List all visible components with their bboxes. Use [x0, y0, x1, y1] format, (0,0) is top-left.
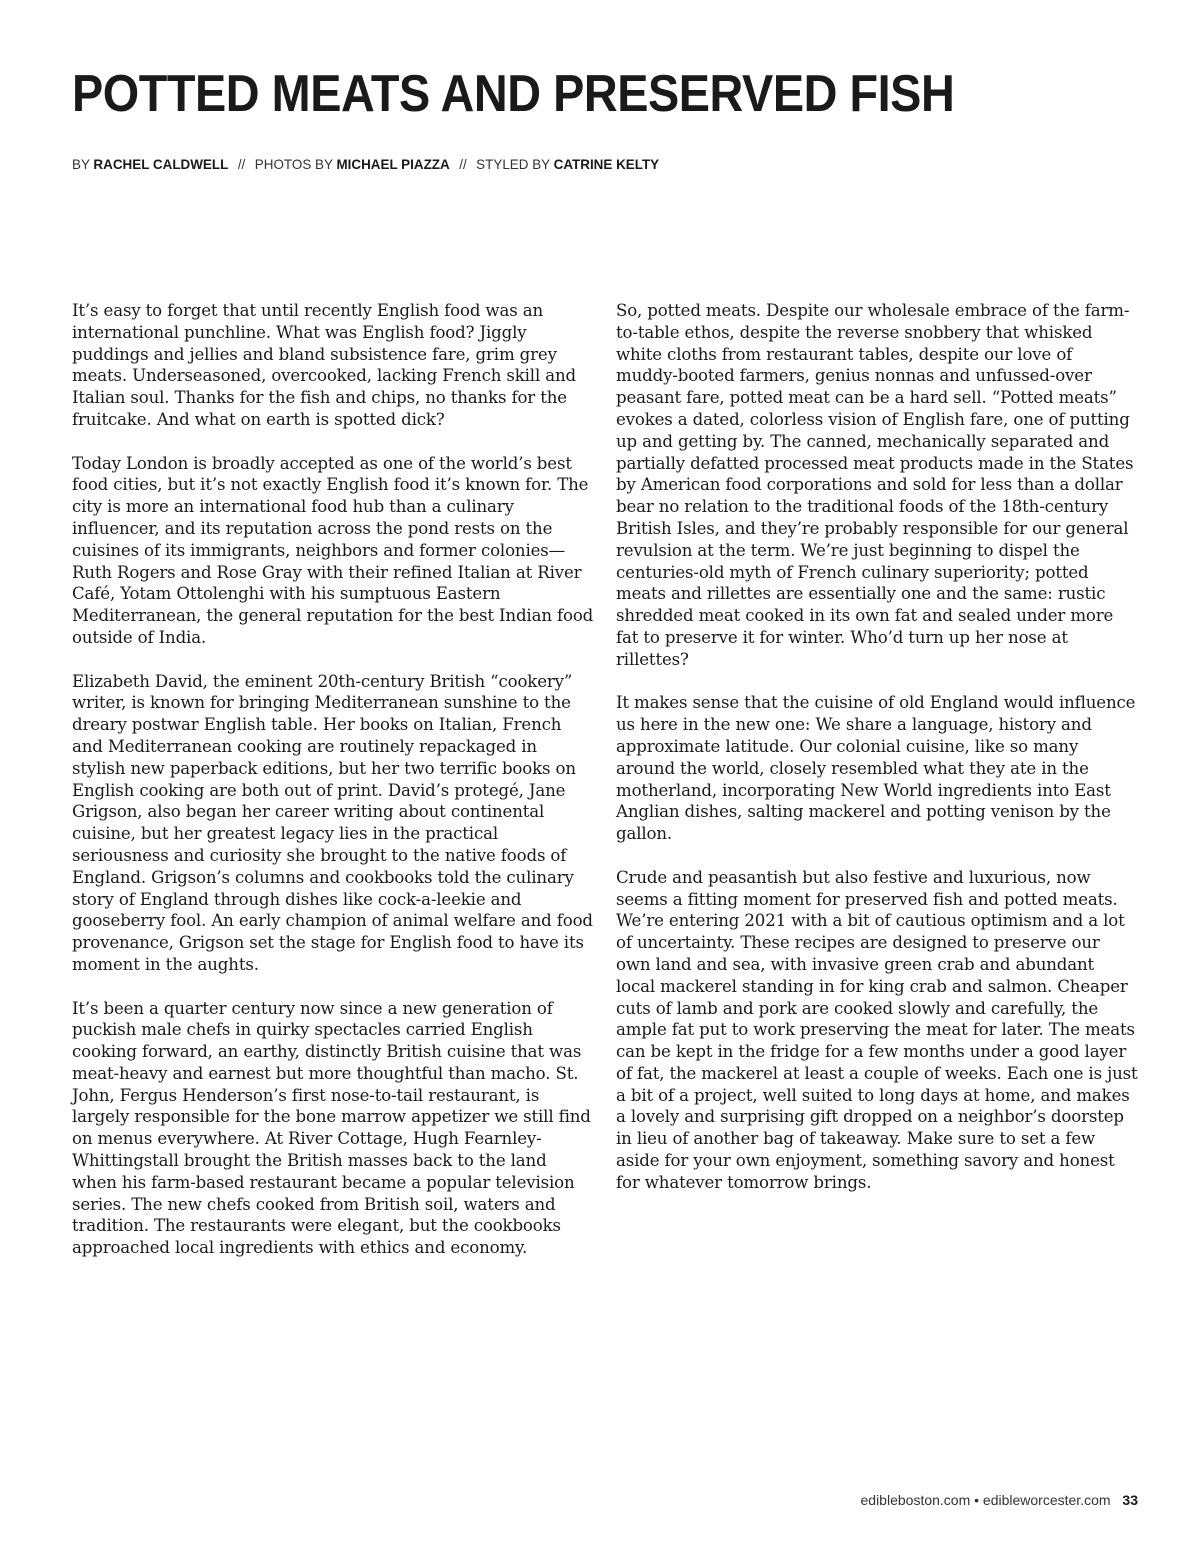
paragraph: Today London is broadly accepted as one of the world’s best food cities, but it’s not exactly English food it’s known for. The city is more an international food hub than a culinary influencer, and its reputation across the pond rests on the cuisines of its immigrants, neighbors and former colonies—Ruth Rogers and Rose Gray with their refined Italian at River Café, Yotam Ottolenghi with his sumptuous Eastern Mediterranean, the general reputation for the best Indian food outside of India.: [72, 453, 594, 647]
article-title: POTTED MEATS AND PRESERVED FISH: [72, 65, 955, 123]
byline: [72, 154, 659, 174]
byline-stylist: CATRINE KELTY: [553, 156, 660, 172]
paragraph: Crude and peasantish but also festive and luxurious, now seems a fitting moment for preserved fish and potted meats. We’re entering 2021 with a bit of cautious optimism and a lot of uncertainty. These recipes are designed to preserve our own land and sea, with invasive green crab and abundant local mackerel standing in for king crab and salmon. Cheaper cuts of lamb and pork are cooked slowly and carefully, the ample fat put to work preserving the meat for later. The meats can be kept in the fridge for a few months under a good layer of fat, the mackerel at least a couple of weeks. Each one is just a bit of a project, well suited to long days at home, and makes a lovely and surprising gift dropped on a neighbor’s doorstep in lieu of another bag of takeaway. Make sure to set a few aside for your own enjoyment, something savory and honest for whatever tomorrow brings.: [616, 867, 1138, 1192]
byline-photographer: MICHAEL PIAZZA: [336, 156, 450, 172]
paragraph: It’s been a quarter century now since a new generation of puckish male chefs in quirky spectacles carried English cooking forward, an earthy, distinctly British cuisine that was meat-heavy and earnest but more thoughtful than macho. St. John, Fergus Henderson’s first nose-to-tail restaurant, is largely responsible for the bone marrow appetizer we still find on menus everywhere. At River Cottage, Hugh Fearnley-Whittingstall brought the British masses back to the land when his farm-based restaurant became a popular television series. The new chefs cooked from British soil, waters and tradition. The restaurants were elegant, but the cookbooks approached local ingredients with ethics and economy.: [72, 998, 591, 1258]
article-column-right: [616, 300, 1138, 1215]
byline-photos-label: PHOTOS BY: [254, 156, 333, 172]
paragraph: It’s easy to forget that until recently English food was an international punchline. What was English food? Jiggly puddings and jellies and bland subsistence fare, grim grey meats. Underseasoned, overcooked, lacking French skill and Italian soul. Thanks for the fish and chips, no thanks for the fruitcake. And what on earth is spotted dick?: [72, 301, 576, 429]
article-column-left: [72, 300, 594, 1281]
page-number: 33: [1122, 1492, 1138, 1508]
page-footer: [861, 1490, 1139, 1510]
byline-styled-label: STYLED BY: [476, 156, 550, 172]
byline-separator: //: [237, 156, 246, 172]
byline-separator: //: [459, 156, 467, 172]
paragraph: So, potted meats. Despite our wholesale embrace of the farm-to-table ethos, despite the reverse snobbery that whisked white cloths from restaurant tables, despite our love of muddy-booted farmers, genius nonnas and unfussed-over peasant fare, potted meat can be a hard sell. “Potted meats” evokes a dated, colorless vision of English fare, one of putting up and getting by. The canned, mechanically separated and partially defatted processed meat products made in the States by American food corporations and sold for less than a dollar bear no relation to the traditional foods of the 18th-century British Isles, and they’re probably responsible for our general revulsion at the term. We’re just beginning to dispel the centuries-old myth of French culinary superiority; potted meats and rillettes are essentially one and the same: rustic shredded meat cooked in its own fat and sealed under more fat to preserve it for winter. Who’d turn up her nose at rillettes?: [616, 301, 1134, 669]
byline-by-label: BY: [72, 156, 90, 172]
byline-author: RACHEL CALDWELL: [93, 156, 229, 172]
footer-sites: edibleboston.com • edibleworcester.com: [860, 1492, 1111, 1508]
paragraph: Elizabeth David, the eminent 20th-century British “cookery” writer, is known for bringing Mediterranean sunshine to the dreary postwar English table. Her books on Italian, French and Mediterranean cooking are routinely repackaged in stylish new paperback editions, but her two terrific books on English cooking are both out of print. David’s protegé, Jane Grigson, also began her career writing about continental cuisine, but her greatest legacy lies in the practical seriousness and curiosity she brought to the native foods of England. Grigson’s columns and cookbooks told the culinary story of England through dishes like cock-a-leekie and gooseberry fool. An early champion of animal welfare and food provenance, Grigson set the stage for English food to have its moment in the aughts.: [72, 671, 593, 974]
paragraph: It makes sense that the cuisine of old England would influence us here in the new one: We share a language, history and approximate latitude. Our colonial cuisine, like so many around the world, closely resembled what they ate in the motherland, incorporating New World ingredients into East Anglian dishes, salting mackerel and potting venison by the gallon.: [616, 693, 1136, 844]
